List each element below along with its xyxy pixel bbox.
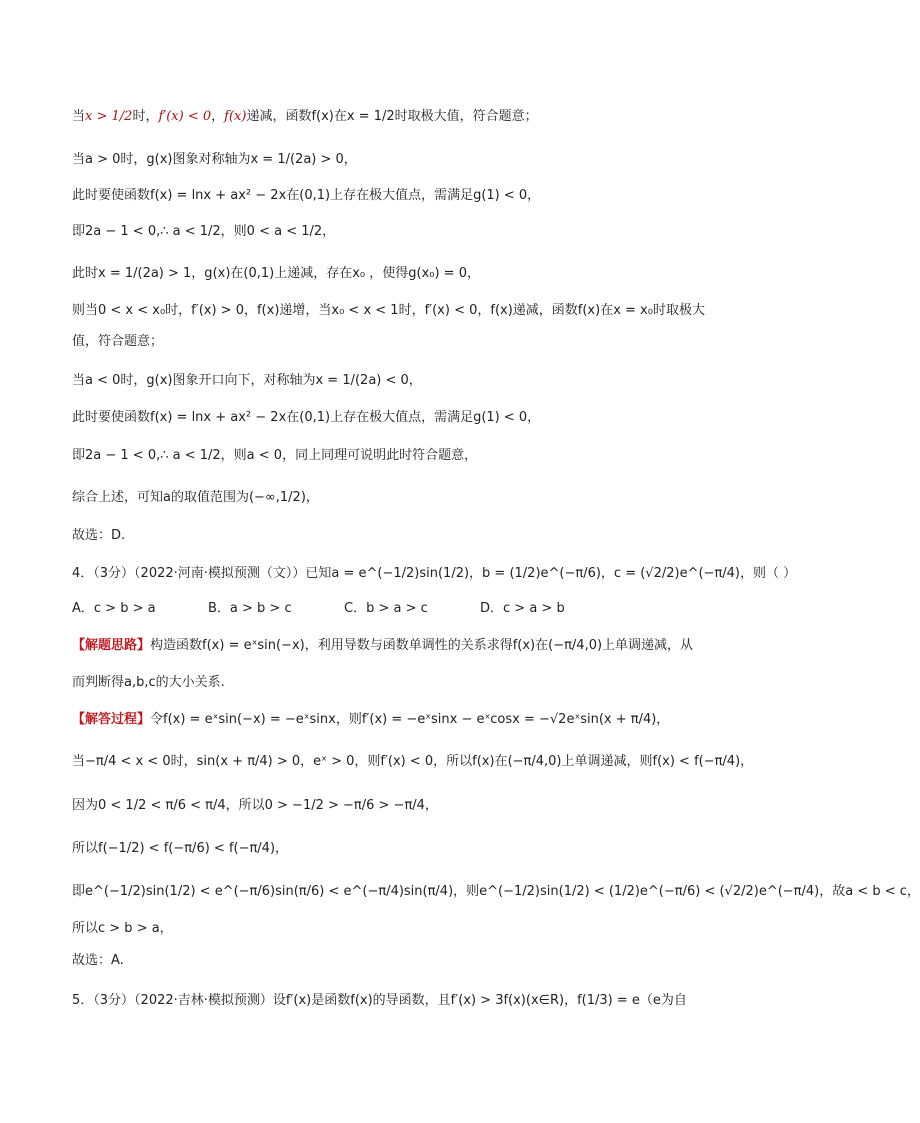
solution-process-tag: 【解答过程】: [72, 712, 151, 727]
text-run: ，: [211, 109, 225, 124]
math-run: x > 1/2: [85, 109, 133, 124]
text-line: 所以f(−1/2) < f(−π/6) < f(−π/4)，: [72, 841, 289, 856]
question-5-stem: 5．（3分）（2022·吉林·模拟预测）设f′(x)是函数f(x)的导函数，且f′(x) > 3f(x)(x∈R)，f(1/3) = e（e为自: [72, 993, 687, 1008]
text-line: 即2a − 1 < 0,∴ a < 1/2，则a < 0，同上同理可说明此时符合题意，: [72, 448, 478, 463]
solution-process-line: [72, 711, 732, 729]
text-run: 令f(x) = eˣsin(−x) = −eˣsinx，则f′(x) = −eˣsinx − eˣcosx = −√2eˣsin(x + π/4)，: [150, 712, 670, 727]
option-c: C．b > a > c: [344, 601, 428, 616]
math-run: f′(x) < 0: [158, 109, 212, 124]
solution-idea-line: [72, 637, 732, 655]
text-run: 当: [72, 109, 86, 124]
math-run: f(x): [224, 109, 247, 124]
text-line: 当a < 0时，g(x)图象开口向下，对称轴为x = 1/(2a) < 0，: [72, 373, 422, 388]
text-line: 当a > 0时，g(x)图象对称轴为x = 1/(2a) > 0，: [72, 152, 357, 167]
text-line: 即e^(−1/2)sin(1/2) < e^(−π/6)sin(π/6) < e^(−π/4)sin(π/4)，则e^(−1/2)sin(1/2) < (1/2)e^(−π/6) < (√2/2)e^(−π/4)，故a < b < c，: [72, 884, 920, 899]
solution-idea-tag: 【解题思路】: [72, 638, 151, 653]
text-run: 构造函数f(x) = eˣsin(−x)，利用导数与函数单调性的关系求得f(x)在(−π/4,0)上单调递减，从: [150, 638, 694, 653]
question-4-options: [72, 600, 732, 618]
text-line: 所以c > b > a，: [72, 921, 173, 936]
text-line: 因为0 < 1/2 < π/6 < π/4，所以0 > −1/2 > −π/6 > −π/4，: [72, 798, 438, 813]
option-a: A．c > b > a: [72, 601, 156, 616]
option-d: D．c > a > b: [480, 601, 565, 616]
text-line: 即2a − 1 < 0,∴ a < 1/2，则0 < a < 1/2，: [72, 224, 336, 239]
text-line: 值，符合题意；: [72, 334, 164, 349]
text-line: [72, 108, 732, 126]
text-run: 递减，函数f(x)在x = 1/2时取极大值，符合题意；: [246, 109, 538, 124]
text-line: 综合上述，可知a的取值范围为(−∞,1/2)，: [72, 490, 319, 505]
text-line: 当−π/4 < x < 0时，sin(x + π/4) > 0，eˣ > 0，则f′(x) < 0，所以f(x)在(−π/4,0)上单调递减，则f(x) < f(−π/4)，: [72, 754, 754, 769]
text-line: 故选：A.: [72, 953, 124, 968]
text-line: 故选：D.: [72, 528, 126, 543]
text-line: 此时x = 1/(2a) > 1，g(x)在(0,1)上递减，存在x₀ ，使得g(x₀) = 0，: [72, 266, 480, 281]
text-run: 时，: [132, 109, 159, 124]
text-line: 此时要使函数f(x) = lnx + ax² − 2x在(0,1)上存在极大值点，需满足g(1) < 0，: [72, 410, 541, 425]
question-4-stem: 4．（3分）（2022·河南·模拟预测（文））已知a = e^(−1/2)sin(1/2)，b = (1/2)e^(−π/6)，c = (√2/2)e^(−π/4)，则（ ）: [72, 566, 797, 581]
text-line: 而判断得a,b,c的大小关系.: [72, 675, 225, 690]
text-line: 则当0 < x < x₀时，f′(x) > 0，f(x)递增，当x₀ < x < 1时，f′(x) < 0，f(x)递减，函数f(x)在x = x₀时取极大: [72, 303, 705, 318]
text-line: 此时要使函数f(x) = lnx + ax² − 2x在(0,1)上存在极大值点，需满足g(1) < 0，: [72, 188, 541, 203]
option-b: B．a > b > c: [208, 601, 292, 616]
